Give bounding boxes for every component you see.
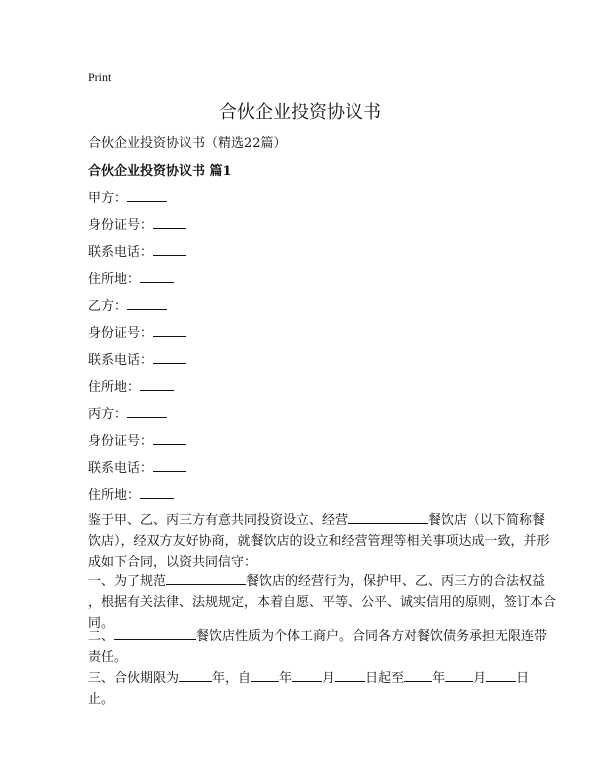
document-title: 合伙企业投资协议书 xyxy=(219,102,381,123)
fill-blank xyxy=(166,572,246,585)
field-label: 甲方： xyxy=(88,191,128,206)
field-label: 住所地： xyxy=(88,488,141,503)
paragraph-line: 成如下合同，以资共同信守： xyxy=(88,555,258,570)
section-title: 合伙企业投资协议书 篇1 xyxy=(88,164,232,179)
fill-blank xyxy=(127,189,167,202)
paragraph-line xyxy=(88,510,546,531)
field-phone-a xyxy=(88,241,186,260)
paragraph-line xyxy=(88,626,548,647)
field-label: 身份证号： xyxy=(88,434,154,449)
field-label: 联系电话： xyxy=(88,461,154,476)
text-span: 餐饮店性质为个体工商户。合同各方对餐饮债务承担无限连带 xyxy=(196,629,548,644)
fill-blank xyxy=(335,669,365,682)
paragraph-line: ，根据有关法律、法规规定，本着自愿、平等、公平、诚实信用的原则，签订本合 xyxy=(88,595,557,610)
fill-blank xyxy=(153,216,186,229)
text-span: 一、为了规范 xyxy=(88,574,167,589)
text-span: 三、合伙期限为 xyxy=(88,671,180,686)
field-phone-c xyxy=(88,457,186,476)
field-party-a xyxy=(88,187,167,206)
paragraph-line: 责任。 xyxy=(88,650,128,665)
field-label: 联系电话： xyxy=(88,245,154,260)
field-label: 丙方： xyxy=(88,407,128,422)
text-span: 月 xyxy=(322,671,336,686)
paragraph-line: 止。 xyxy=(88,692,115,707)
text-span: 日起至 xyxy=(365,671,405,686)
fill-blank xyxy=(348,511,428,524)
fill-blank xyxy=(153,324,186,337)
field-party-b xyxy=(88,295,167,314)
field-address-c xyxy=(88,484,174,503)
text-span: 日 xyxy=(516,671,530,686)
paragraph-line xyxy=(88,571,546,592)
intro-paragraph xyxy=(88,510,550,573)
fill-blank xyxy=(153,351,186,364)
text-span: 月 xyxy=(473,671,487,686)
fill-blank xyxy=(140,270,174,283)
paragraph-line: 饮店），经双方友好协商，就餐饮店的设立和经营管理等相关事项达成一致，并形 xyxy=(88,534,550,549)
text-span: 年 xyxy=(432,671,446,686)
fill-blank xyxy=(486,669,516,682)
paragraph-line xyxy=(88,668,530,689)
fill-blank xyxy=(114,627,196,640)
text-span: 二、 xyxy=(88,629,115,644)
fill-blank xyxy=(445,669,473,682)
fill-blank xyxy=(179,669,212,682)
text-span: 年 xyxy=(279,671,293,686)
field-label: 联系电话： xyxy=(88,353,154,368)
document-subtitle: 合伙企业投资协议书（精选22篇） xyxy=(88,136,287,151)
fill-blank xyxy=(292,669,322,682)
field-label: 住所地： xyxy=(88,272,141,287)
field-id-number-c xyxy=(88,430,186,449)
fill-blank xyxy=(251,669,279,682)
clause-1-paragraph xyxy=(88,571,557,634)
fill-blank xyxy=(404,669,432,682)
print-link[interactable]: Print xyxy=(88,70,112,84)
field-label: 身份证号： xyxy=(88,326,154,341)
field-id-number-b xyxy=(88,322,186,341)
field-label: 乙方： xyxy=(88,299,128,314)
fill-blank xyxy=(127,405,167,418)
fill-blank xyxy=(153,459,186,472)
fill-blank xyxy=(153,432,186,445)
field-label: 住所地： xyxy=(88,380,141,395)
fill-blank xyxy=(140,486,174,499)
clause-2-paragraph xyxy=(88,626,548,668)
field-address-a xyxy=(88,268,174,287)
text-span: 年，自 xyxy=(212,671,252,686)
clause-3-paragraph xyxy=(88,668,530,710)
fill-blank xyxy=(153,243,186,256)
field-party-c xyxy=(88,403,167,422)
fill-blank xyxy=(127,297,167,310)
fill-blank xyxy=(140,378,174,391)
field-label: 身份证号： xyxy=(88,218,154,233)
text-span: 鉴于甲、乙、丙三方有意共同投资设立、经营 xyxy=(88,513,349,528)
paragraph-line: 同。 xyxy=(88,616,115,631)
text-span: 餐饮店（以下简称餐 xyxy=(428,513,546,528)
field-phone-b xyxy=(88,349,186,368)
field-address-b xyxy=(88,376,174,395)
field-id-number-a xyxy=(88,214,186,233)
text-span: 餐饮店的经营行为，保护甲、乙、丙三方的合法权益 xyxy=(246,574,546,589)
